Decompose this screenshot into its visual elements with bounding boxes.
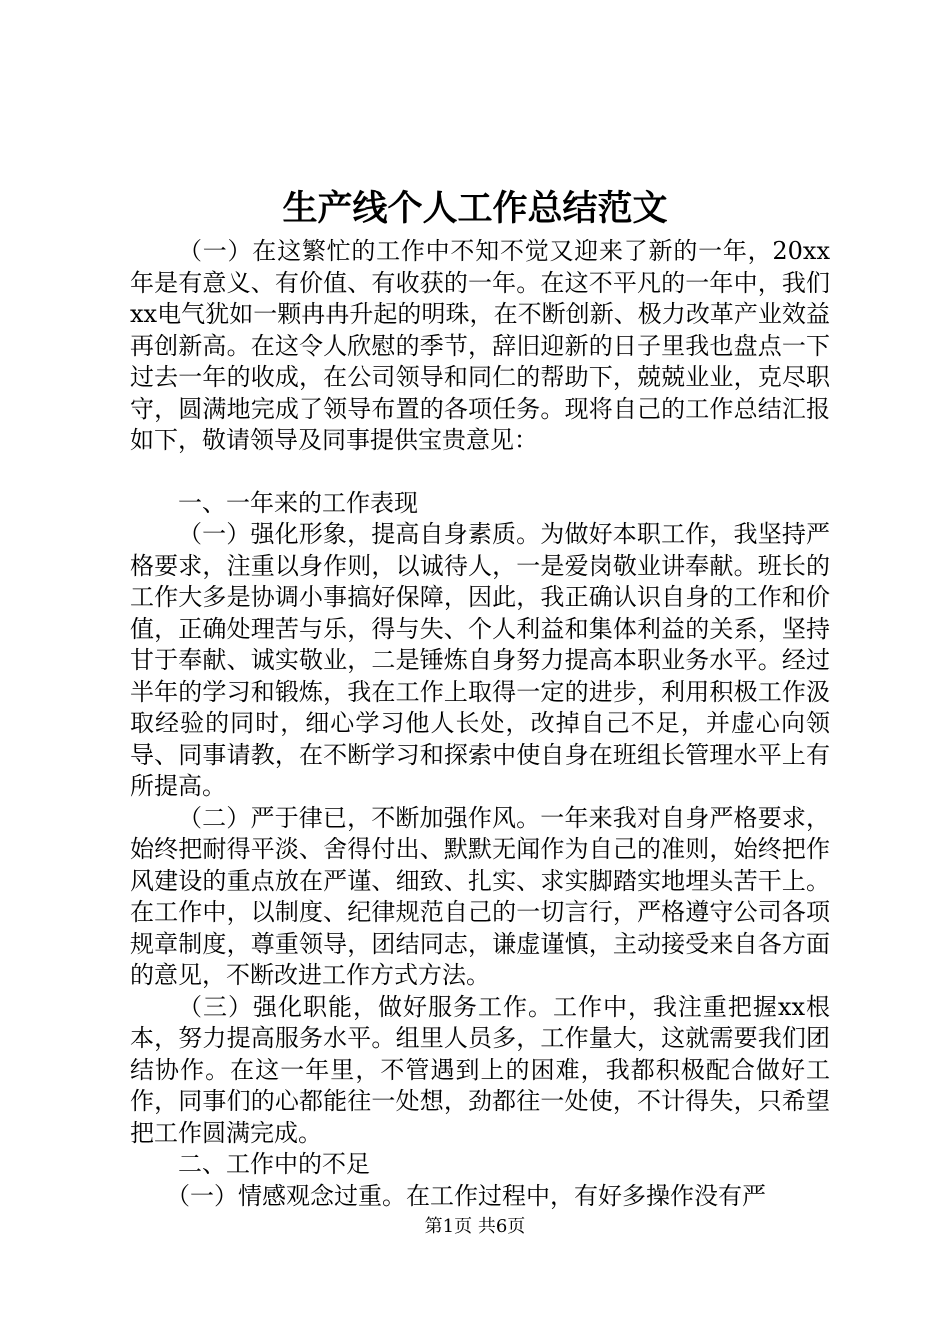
paragraph-gap — [130, 457, 830, 488]
section2-paragraph-1: （一）情感观念过重。在工作过程中，有好多操作没有严 — [166, 1181, 766, 1210]
section1-paragraph-3: （三）强化职能，做好服务工作。工作中，我注重把握xx根本，努力提高服务水平。组里人员多，工作量大，这就需要我们团结协作。在这一年里，不管遇到上的困难，我都积极配合做好工作，同事们的心都能往一处想，劲都往一处使，不计得失，只希望把工作圆满完成。 — [130, 992, 830, 1147]
page-number: 第1页 共6页 — [424, 1216, 526, 1237]
document-body — [130, 236, 830, 1212]
document-title: 生产线个人工作总结范文 — [282, 189, 668, 229]
section1-paragraph-2: （二）严于律已，不断加强作风。一年来我对自身严格要求，始终把耐得平淡、舍得付出、默默无闻作为自己的准则，始终把作风建设的重点放在严谨、细致、扎实、求实脚踏实地埋头苦干上。在工作中，以制度、纪律规范自己的一切言行，严格遵守公司各项规章制度，尊重领导，团结同志，谦虚谨慎，主动接受来自各方面的意见，不断改进工作方式方法。 — [130, 803, 830, 989]
section-heading-1: 一、一年来的工作表现 — [178, 488, 418, 517]
intro-paragraph: （一）在这繁忙的工作中不知不觉又迎来了新的一年，20xx年是有意义、有价值、有收获的一年。在这不平凡的一年中，我们xx电气犹如一颗冉冉升起的明珠，在不断创新、极力改革产业效益再创新高。在这令人欣慰的季节，辞旧迎新的日子里我也盘点一下过去一年的收成，在公司领导和同仁的帮助下，兢兢业业，克尽职守，圆满地完成了领导布置的各项任务。现将自己的工作总结汇报如下，敬请领导及同事提供宝贵意见： — [130, 237, 830, 454]
section-heading-2: 二、工作中的不足 — [178, 1150, 370, 1178]
section1-paragraph-1: （一）强化形象，提高自身素质。为做好本职工作，我坚持严格要求，注重以身作则，以诚待人，一是爱岗敬业讲奉献。班长的工作大多是协调小事搞好保障，因此，我正确认识自身的工作和价值，正确处理苦与乐，得与失、个人利益和集体利益的关系，坚持甘于奉献、诚实敬业，二是锤炼自身努力提高本职业务水平。经过半年的学习和锻炼，我在工作上取得一定的进步，利用积极工作汲取经验的同时，细心学习他人长处，改掉自己不足，并虚心向领导、同事请教，在不断学习和探索中使自身在班组长管理水平上有所提高。 — [130, 520, 830, 800]
